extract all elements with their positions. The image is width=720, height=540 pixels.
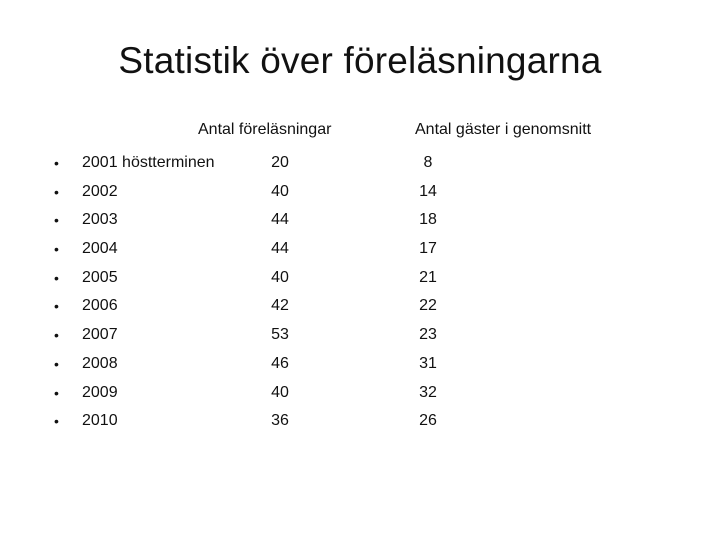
period-label: 2002 (82, 182, 118, 200)
guest-average: 32 (419, 383, 437, 401)
lecture-count: 40 (271, 182, 289, 200)
guest-average: 17 (419, 240, 437, 258)
guest-average: 26 (419, 412, 437, 430)
period-label: 2010 (82, 412, 118, 430)
period-label: 2005 (82, 268, 118, 286)
table-row (0, 292, 720, 321)
period-label: 2007 (82, 326, 118, 344)
period-label: 2009 (82, 383, 118, 401)
bullet-icon: • (54, 413, 59, 430)
bullet-icon: • (54, 241, 59, 258)
table-row (0, 235, 720, 264)
table-row (0, 206, 720, 235)
guest-average: 8 (423, 154, 433, 171)
guest-average: 14 (419, 182, 437, 200)
lecture-count: 44 (271, 240, 289, 258)
guest-average: 18 (419, 211, 437, 229)
table-row (0, 407, 720, 436)
bullet-icon: • (54, 212, 59, 229)
page-title: Statistik över föreläsningarna (118, 40, 602, 81)
period-label: 2003 (82, 211, 118, 229)
period-label: 2008 (82, 354, 118, 372)
bullet-icon: • (54, 183, 59, 200)
lecture-count: 53 (271, 326, 289, 344)
period-label: 2004 (82, 240, 118, 258)
column-header-lectures: Antal föreläsningar (198, 121, 332, 138)
bullet-icon: • (54, 355, 59, 372)
period-label: 2001 höstterminen (82, 154, 215, 171)
lecture-count: 44 (271, 211, 289, 229)
lecture-count: 42 (271, 297, 289, 315)
guest-average: 22 (419, 297, 437, 315)
table-row (0, 379, 720, 408)
lecture-count: 40 (271, 268, 289, 286)
lecture-count: 20 (271, 154, 289, 171)
table-row (0, 149, 720, 178)
lecture-count: 46 (271, 354, 289, 372)
table-row (0, 264, 720, 293)
lecture-count: 36 (271, 412, 289, 430)
table-row (0, 178, 720, 207)
guest-average: 23 (419, 326, 437, 344)
bullet-icon: • (54, 269, 59, 286)
period-label: 2006 (82, 297, 118, 315)
bullet-icon: • (54, 384, 59, 401)
table-row (0, 321, 720, 350)
guest-average: 21 (419, 268, 437, 286)
lecture-count: 40 (271, 383, 289, 401)
statistics-list (0, 149, 720, 436)
table-row (0, 350, 720, 379)
column-header-guests: Antal gäster i genomsnitt (415, 121, 592, 138)
bullet-icon: • (54, 327, 59, 344)
guest-average: 31 (419, 354, 437, 372)
bullet-icon: • (54, 298, 59, 315)
bullet-icon: • (54, 155, 59, 171)
